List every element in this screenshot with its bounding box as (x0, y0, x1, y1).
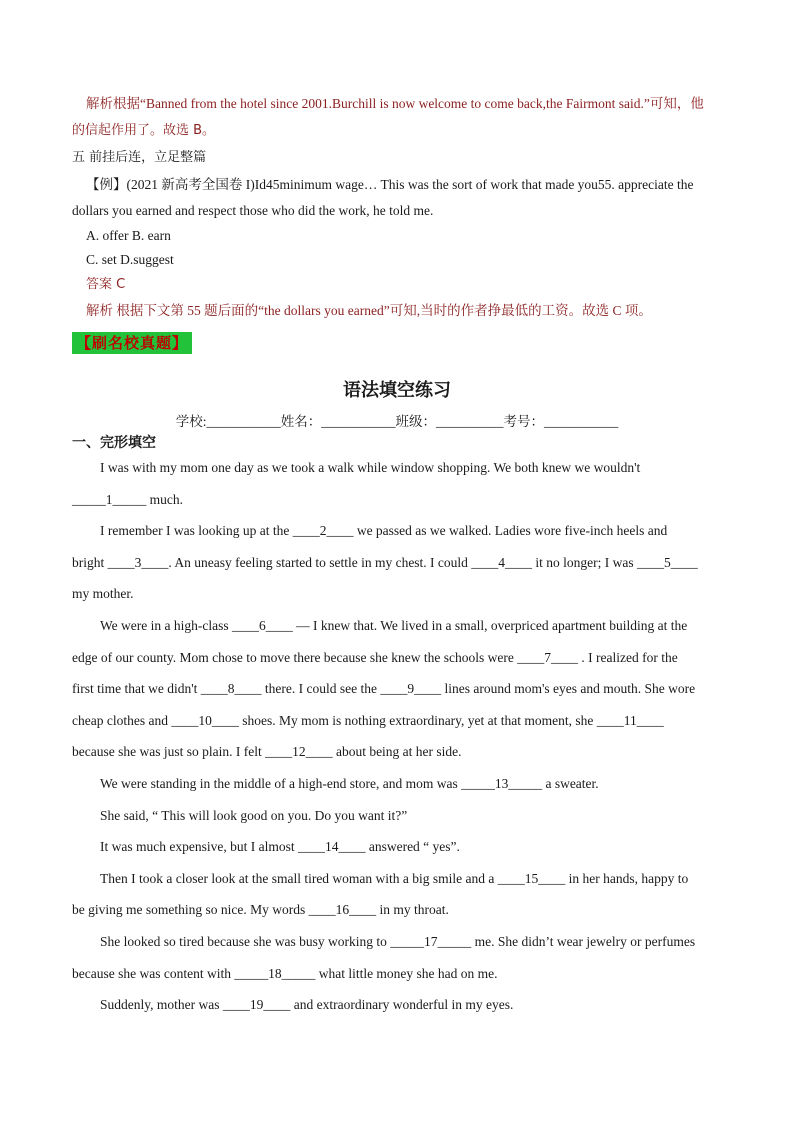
passage-line: We were standing in the middle of a high-end store, and mom was _____13_____ a sweater. (100, 776, 599, 791)
options-row-2: C. set D.suggest (86, 252, 174, 267)
part-heading: 一、完形填空 (72, 435, 156, 451)
student-info-line: 学校:___________姓名：___________班级：__________考号：___________ (175, 414, 619, 429)
passage-line: We were in a high-class ____6____ — I knew that. We lived in a small, overpriced apartment building at the (100, 618, 688, 633)
passage-line: I remember I was looking up at the ____2____ we passed as we walked. Ladies wore five-inch heels and (100, 523, 668, 539)
passage-line: It was much expensive, but I almost ____14____ answered “ yes”. (100, 839, 460, 855)
passage-line: _____1_____ much. (72, 491, 183, 507)
passage-line: be giving me something so nice. My words ____16____ in my throat. (72, 902, 449, 918)
passage-line: cheap clothes and ____10____ shoes. My mom is nothing extraordinary, yet at that moment, she ____11____ (72, 712, 664, 728)
passage-line: my mother. (72, 586, 134, 602)
example-analysis: 解析 根据下文第 55 题后面的“the dollars you earned”可知,当时的作者挣最低的工资。故选 C 项。 (86, 303, 652, 318)
analysis-line-2: 的信起作用了。故选 B。 (72, 123, 216, 138)
passage-line: She said, “ This will look good on you. Do you want it?” (100, 807, 408, 823)
section-banner: 【刷名校真题】 (72, 332, 192, 354)
passage-line: because she was content with _____18_____ what little money she had on me. (72, 965, 498, 981)
options-row-1: A. offer B. earn (86, 228, 171, 243)
answer-line: 答案 C (86, 277, 126, 292)
passage-line: Then I took a closer look at the small tired woman with a big smile and a ____15____ in her hands, happy to (100, 870, 689, 886)
passage-line: first time that we didn't ____8____ there. I could see the ____9____ lines around mom's eyes and mouth. She wore (72, 681, 696, 697)
exercise-title: 语法填空练习 (343, 380, 451, 401)
section-5-heading: 五 前挂后连，立足整篇 (72, 150, 207, 165)
analysis-line-1: 解析根据“Banned from the hotel since 2001.Burchill is now welcome to come back,the Fairmont said.”可知，他 (86, 96, 704, 111)
passage-line: bright ____3____. An uneasy feeling started to settle in my chest. I could ____4____ it no longer; I was ____5____ (72, 554, 698, 570)
passage-line: Suddenly, mother was ____19____ and extraordinary wonderful in my eyes. (100, 997, 514, 1013)
passage-line: I was with my mom one day as we took a walk while window shopping. We both knew we wouldn't (100, 460, 641, 475)
example-line-2: dollars you earned and respect those who did the work, he told me. (72, 203, 434, 218)
passage-line: She looked so tired because she was busy working to _____17_____ me. She didn’t wear jewelry or perfumes (100, 934, 696, 949)
example-line-1: 【例】(2021 新高考全国卷 I)Id45minimum wage… This was the sort of work that made you55. appreciate the (86, 177, 694, 192)
passage-line: because she was just so plain. I felt ____12____ about being at her side. (72, 744, 462, 760)
passage-line: edge of our county. Mom chose to move there because she knew the schools were ____7____ . I realized for the (72, 649, 678, 665)
